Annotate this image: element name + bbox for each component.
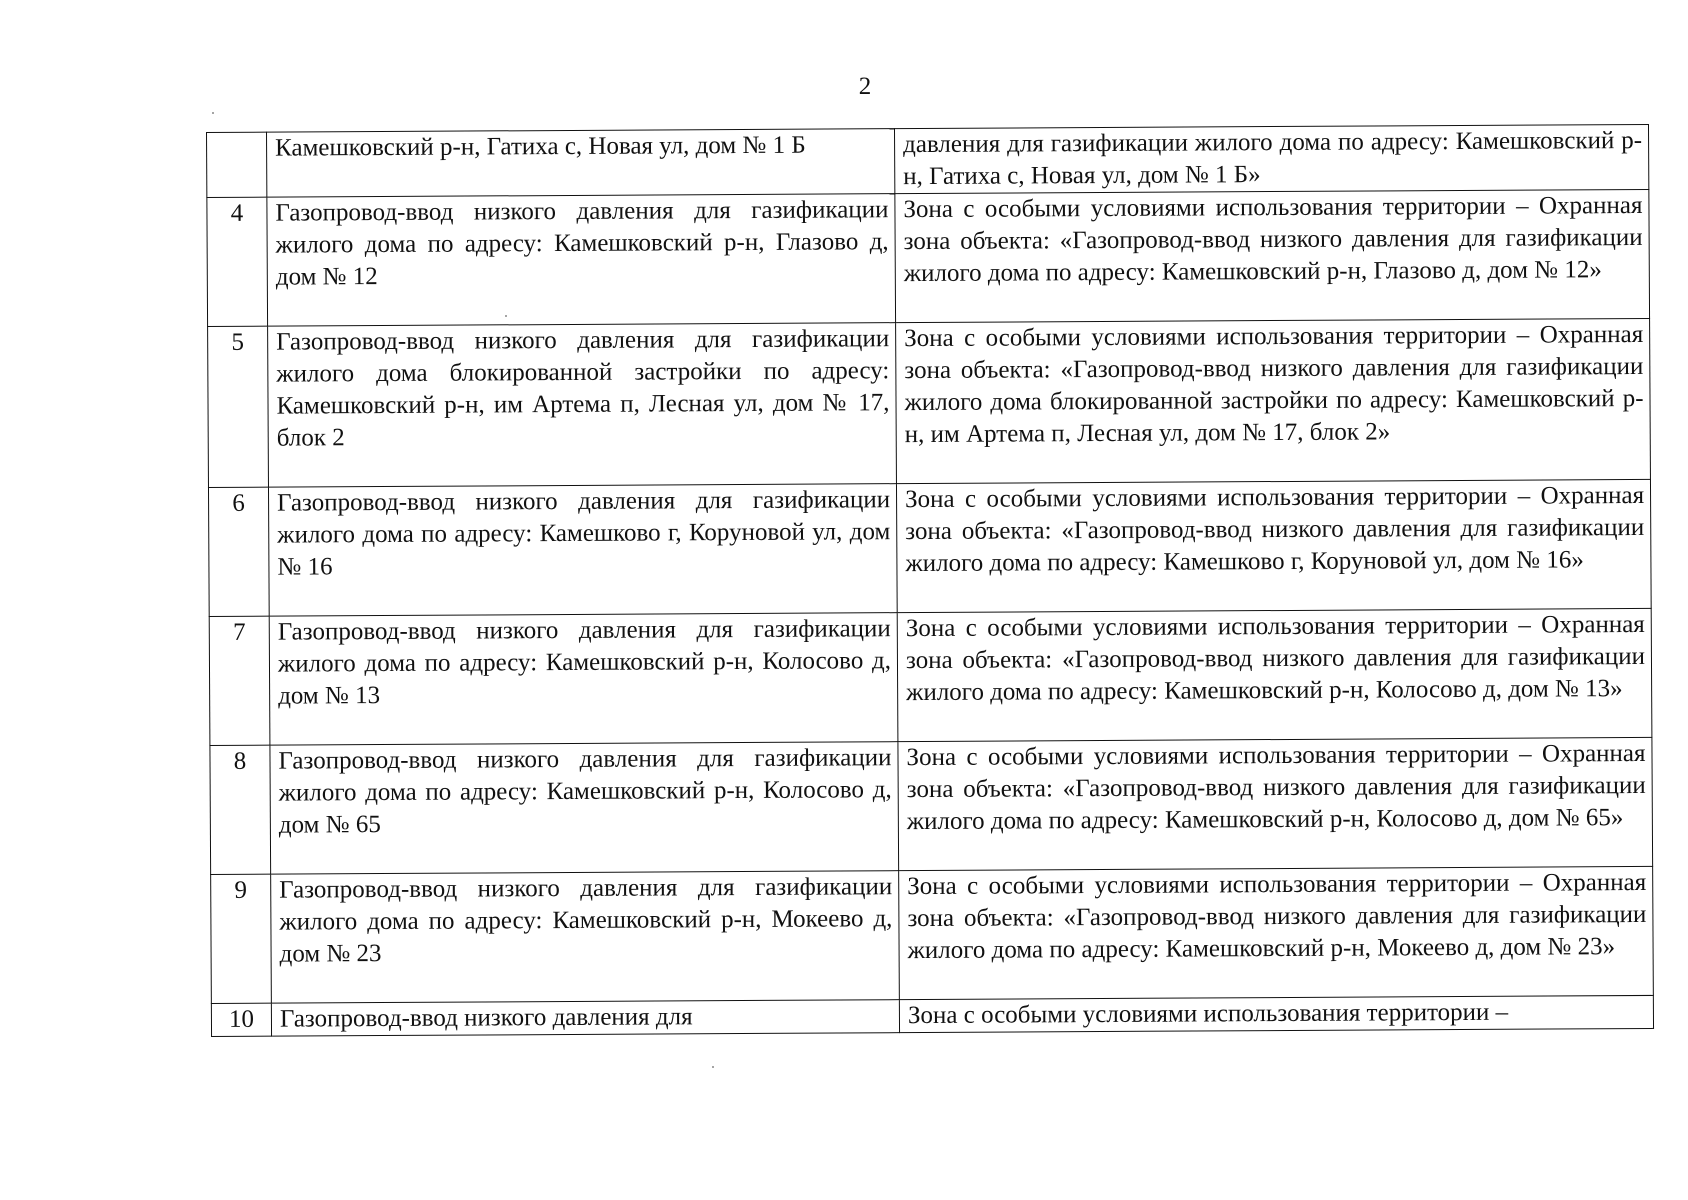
table-row	[211, 866, 1654, 1003]
object-description: Газопровод-ввод низкого давления для газификации жилого дома по адресу: Камешковский р-н, Глазово д, дом № 12	[267, 194, 896, 327]
object-description: Газопровод-ввод низкого давления для газификации жилого дома по адресу: Камешковский р-н, Колосово д, дом № 13	[269, 613, 898, 746]
row-number: 7	[209, 616, 270, 745]
row-number: 9	[211, 874, 272, 1003]
zone-description: Зона с особыми условиями использования территории –	[899, 995, 1653, 1032]
page-number: 2	[858, 73, 872, 100]
object-description: Газопровод-ввод низкого давления для газификации жилого дома по адресу: Камешковский р-н, Мокеево д, дом № 23	[271, 871, 900, 1004]
zones-table	[206, 124, 1654, 1037]
scan-speck	[505, 315, 507, 317]
table-row	[208, 479, 1651, 616]
zone-description: Зона с особыми условиями использования территории – Охранная зона объекта: «Газопровод-ввод низкого давления для газификации жилого дома по адресу: Камешковский р-н, Колосово д, дом № 13»	[897, 608, 1652, 741]
row-number: 6	[208, 487, 269, 616]
zone-description: давления для газификации жилого дома по адресу: Камешковский р-н, Гатиха с, Новая ул, дом № 1 Б»	[894, 124, 1648, 193]
zone-description: Зона с особыми условиями использования территории – Охранная зона объекта: «Газопровод-ввод низкого давления для газификации жилого дома по адресу: Камешковский р-н, Колосово д, дом № 65»	[898, 737, 1653, 870]
row-number: 10	[211, 1003, 271, 1036]
table-row	[210, 737, 1653, 874]
table-row	[209, 608, 1652, 745]
row-number	[207, 132, 267, 197]
object-description: Газопровод-ввод низкого давления для	[271, 1000, 899, 1037]
object-description: Камешковский р-н, Гатиха с, Новая ул, дом № 1 Б	[267, 129, 895, 198]
table-row	[207, 124, 1649, 197]
object-description: Газопровод-ввод низкого давления для газификации жилого дома по адресу: Камешковский р-н, Колосово д, дом № 65	[270, 742, 899, 875]
scan-speck	[212, 112, 214, 114]
row-number: 8	[210, 745, 271, 874]
table-row	[208, 318, 1651, 487]
table-row	[211, 995, 1653, 1036]
object-description: Газопровод-ввод низкого давления для газификации жилого дома по адресу: Камешково г, Коруновой ул, дом № 16	[268, 484, 897, 617]
object-description: Газопровод-ввод низкого давления для газификации жилого дома блокированной застройки по адресу: Камешковский р-н, им Артема п, Лесная ул, дом № 17, блок 2	[268, 323, 897, 488]
scan-speck	[712, 1066, 714, 1068]
zone-description: Зона с особыми условиями использования территории – Охранная зона объекта: «Газопровод-ввод низкого давления для газификации жилого дома по адресу: Камешковский р-н, Глазово д, дом № 12»	[895, 189, 1650, 322]
zone-description: Зона с особыми условиями использования территории – Охранная зона объекта: «Газопровод-ввод низкого давления для газификации жилого дома по адресу: Камешково г, Коруновой ул, дом № 16»	[896, 479, 1651, 612]
row-number: 4	[207, 197, 268, 326]
zone-description: Зона с особыми условиями использования территории – Охранная зона объекта: «Газопровод-ввод низкого давления для газификации жилого дома по адресу: Камешковский р-н, Мокеево д, дом № 23»	[899, 866, 1654, 999]
table-row	[207, 189, 1650, 326]
zone-description: Зона с особыми условиями использования территории – Охранная зона объекта: «Газопровод-ввод низкого давления для газификации жилого дома блокированной застройки по адресу: Камешковский р-н, им Артема п, Лесная ул, дом № 17, блок 2»	[896, 318, 1651, 483]
row-number: 5	[208, 326, 269, 487]
